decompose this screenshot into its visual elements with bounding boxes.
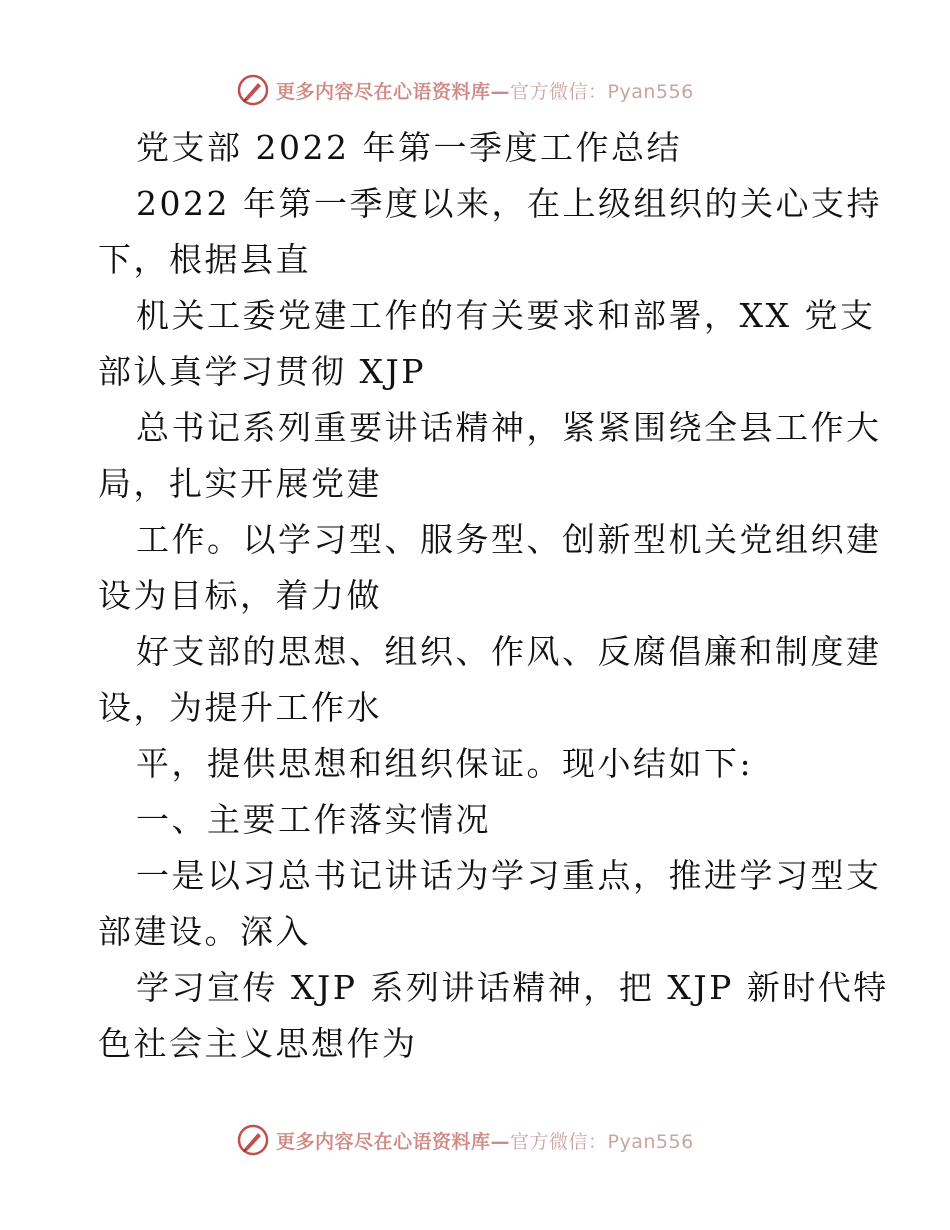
section-heading: 一、主要工作落实情况: [136, 800, 491, 839]
red-pen-circle-logo-icon: [236, 73, 270, 107]
paragraph-line: 设为目标，着力做: [98, 576, 382, 615]
paragraph-line: 2022 年第一季度以来，在上级组织的关心支持: [136, 184, 882, 223]
watermark-banner-top: [236, 70, 736, 110]
document-title: 党支部 2022 年第一季度工作总结: [136, 128, 682, 167]
paragraph-line: 工作。以学习型、服务型、创新型机关党组织建: [136, 520, 882, 559]
red-pen-circle-logo-icon: [236, 1123, 270, 1157]
paragraph-line: 下，根据县直: [98, 240, 311, 279]
paragraph-line: 平，提供思想和组织保证。现小结如下:: [136, 744, 754, 783]
paragraph-line: 好支部的思想、组织、作风、反腐倡廉和制度建: [136, 632, 882, 671]
paragraph-line: 部认真学习贯彻 XJP: [98, 352, 426, 391]
paragraph-line: 一是以习总书记讲话为学习重点，推进学习型支: [136, 856, 882, 895]
watermark-banner-bottom: [236, 1120, 736, 1160]
paragraph-line: 机关工委党建工作的有关要求和部署，XX 党支: [136, 296, 876, 335]
paragraph-line: 设，为提升工作水: [98, 688, 382, 727]
paragraph-line: 局，扎实开展党建: [98, 464, 382, 503]
watermark-text: 更多内容尽在心语资料库—官方微信：Pyan556: [276, 1130, 694, 1153]
paragraph-line: 总书记系列重要讲话精神，紧紧围绕全县工作大: [136, 408, 882, 447]
watermark-text: 更多内容尽在心语资料库—官方微信：Pyan556: [276, 80, 694, 103]
document-body: [98, 120, 889, 1072]
paragraph-line: 学习宣传 XJP 系列讲话精神，把 XJP 新时代特: [136, 968, 889, 1007]
paragraph-line: 色社会主义思想作为: [98, 1024, 418, 1063]
paragraph-line: 部建设。深入: [98, 912, 311, 951]
